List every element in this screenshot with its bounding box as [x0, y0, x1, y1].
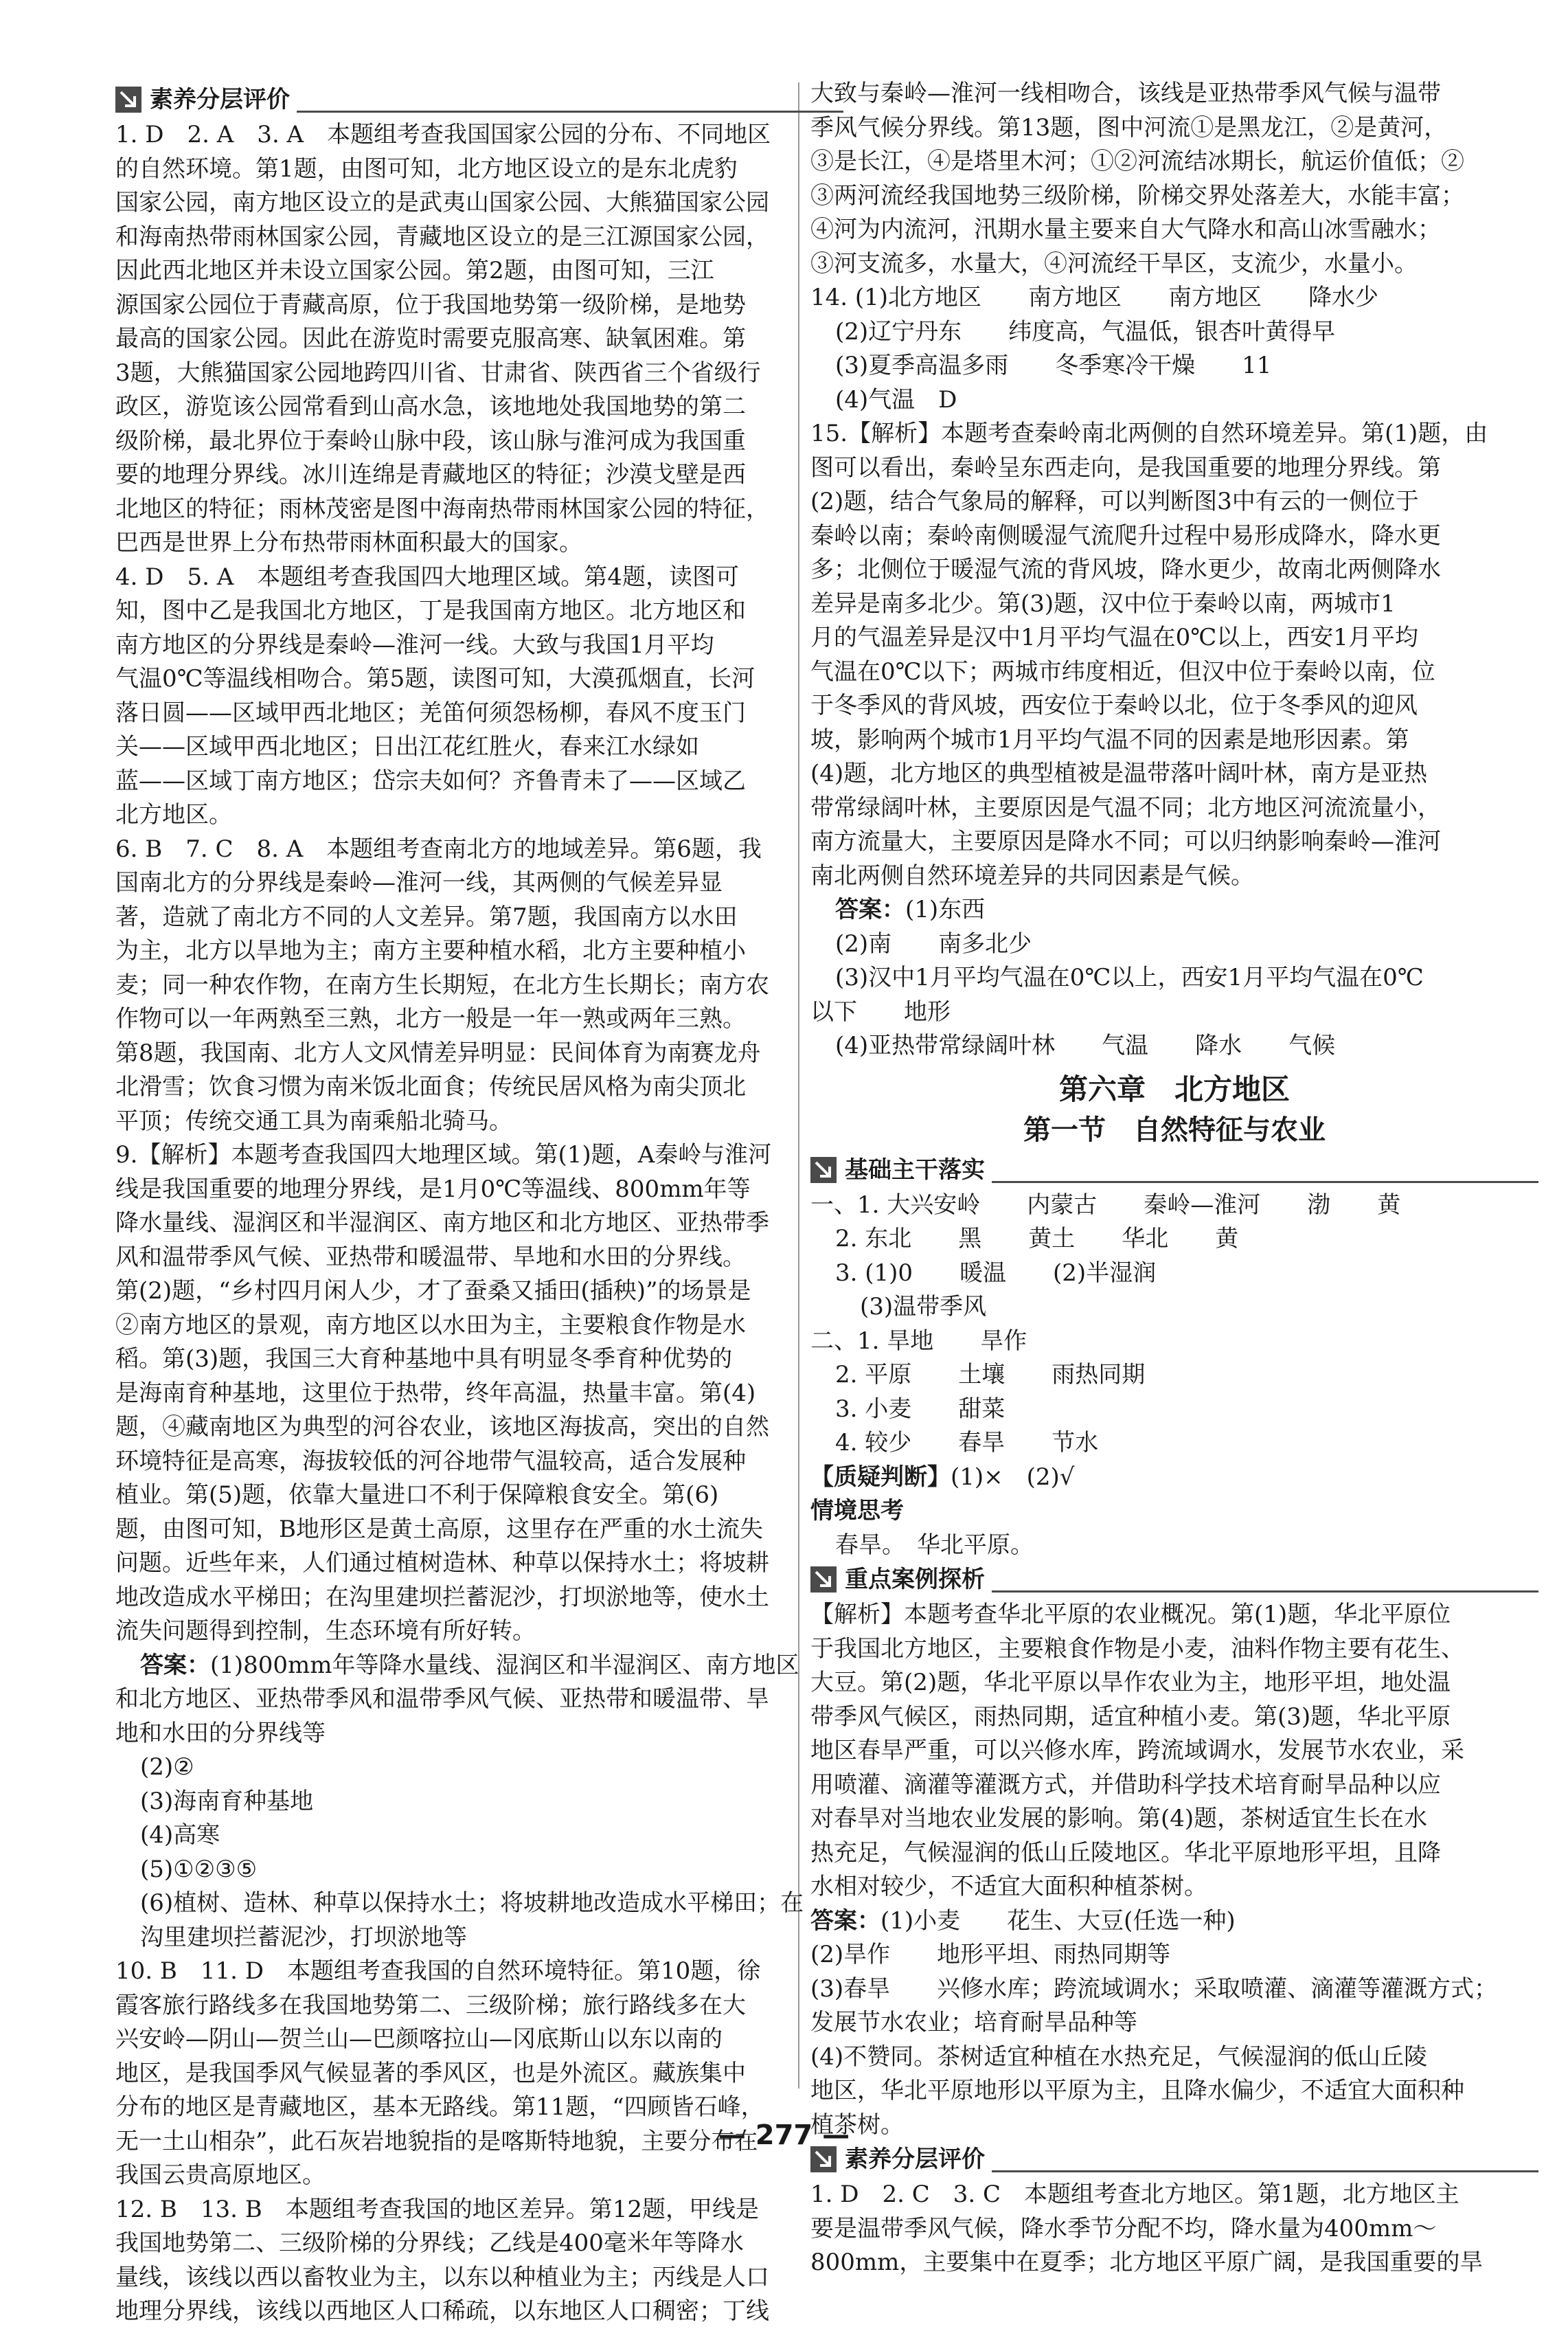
text-line: 和海南热带雨林国家公园，青藏地区设立的是三江源国家公园， [115, 223, 769, 251]
text-line: ②南方地区的景观，南方地区以水田为主，主要粮食作物是水 [115, 1311, 746, 1339]
text-line: (2)南 南多北少 [835, 930, 1032, 958]
text-line: 降水量线、湿润区和半湿润区、南方地区和北方地区、亚热带季 [115, 1209, 769, 1237]
text-line: 1. D 2. A 3. A 本题组考查我国国家公园的分布、不同地区 [115, 121, 771, 148]
text-line: 以下 地形 [810, 998, 951, 1026]
text-line: 800mm，主要集中在夏季；北方地区平原广阔，是我国重要的旱 [810, 2249, 1484, 2276]
text-line: 风和温带季风气候、亚热带和暖温带、旱地和水田的分界线。 [115, 1243, 746, 1271]
text-line: 第8题，我国南、北方人文风情差异明显：民间体育为南赛龙舟 [115, 1039, 761, 1067]
text-line: 对春旱对当地农业发展的影响。第(4)题，茶树适宜生长在水 [810, 1805, 1428, 1832]
text-line: (3)温带季风 [860, 1293, 987, 1320]
chapter-title: 第六章 北方地区 [1058, 1072, 1290, 1106]
page-number: — 277 — [718, 2119, 850, 2151]
text-line: 4. D 5. A 本题组考查我国四大地理区域。第4题，读图可 [115, 563, 739, 591]
text-line: 2. 平原 土壤 雨热同期 [835, 1361, 1146, 1388]
text-line: 我国云贵高原地区。 [115, 2161, 326, 2189]
text-line: 知，图中乙是我国北方地区，丁是我国南方地区。北方地区和 [115, 597, 746, 625]
text-line: 南方流量大，主要原因是降水不同；可以归纳影响秦岭—淮河 [810, 828, 1441, 855]
text-line: 蓝——区域丁南方地区；岱宗夫如何？齐鲁青未了——区域乙 [115, 767, 746, 795]
judge-label: 【质疑判断】 [810, 1463, 951, 1491]
text-line: 4. 较少 春旱 节水 [835, 1429, 1099, 1456]
text-line: 关——区域甲西北地区；日出江花红胜火，春来江水绿如 [115, 733, 699, 761]
text-line: 因此西北地区并未设立国家公园。第2题，由图可知，三江 [115, 257, 714, 284]
question-15 [810, 417, 1538, 893]
text-line: (3)海南育种基地 [140, 1787, 314, 1815]
text-line: 发展节水农业；培育耐旱品种等 [810, 2009, 1137, 2036]
text-line: 量线，该线以西以畜牧业为主，以东以种植业为主；丙线是人口 [115, 2263, 769, 2291]
text-line: (4)亚热带常绿阔叶林 气温 降水 气候 [835, 1032, 1336, 1059]
text-line: (2)旱作 地形平坦、雨热同期等 [810, 1941, 1171, 1968]
text-line: 植茶树。 [810, 2111, 904, 2139]
text-line: 我国地势第二、三级阶梯的分界线；乙线是400毫米年等降水 [115, 2229, 744, 2257]
section-header-basic [810, 1154, 1538, 1186]
section-rule [992, 2170, 1538, 2172]
left-column [115, 82, 843, 2329]
section-rule [992, 1590, 1538, 1593]
text-line: (4)题，北方地区的典型植被是温带落叶阔叶林，南方是亚热 [810, 760, 1428, 787]
text-line: 北方地区。 [115, 801, 232, 829]
text-line: 要是温带季风气候，降水季节分配不均，降水量为400mm～ [810, 2214, 1437, 2242]
text-line: 题，由图可知，B地形区是黄土高原，这里存在严重的水土流失 [115, 1515, 763, 1543]
text-line: 地理分界线，该线以西地区人口稀疏，以东地区人口稠密；丁线 [115, 2297, 769, 2325]
text-line: (1)800mm年等降水量线、湿润区和半湿润区、南方地区 [210, 1651, 799, 1679]
answer-9 [115, 1649, 843, 1683]
text-line: 著，造就了南北方不同的人文差异。第7题，我国南方以水田 [115, 903, 738, 931]
section-title: 素养分层评价 [150, 86, 290, 113]
question-14 [810, 281, 1538, 417]
text-line: 线是我国重要的地理分界线，是1月0℃等温线、800mm年等 [115, 1175, 751, 1203]
answer-15 [810, 893, 1538, 927]
text-line: 稻。第(3)题，我国三大育种基地中具有明显冬季育种优势的 [115, 1345, 733, 1373]
section-title: 素养分层评价 [845, 2146, 985, 2173]
text-line: 流失问题得到控制，生态环境有所好转。 [115, 1617, 536, 1645]
text-line: 题，④藏南地区为典型的河谷农业，该地区海拔高，突出的自然 [115, 1413, 769, 1441]
text-line: 气温在0℃以下；两城市纬度相近，但汉中位于秦岭以南，位 [810, 657, 1435, 686]
text-line: 9.【解析】本题考查我国四大地理区域。第(1)题，A秦岭与淮河 [115, 1141, 772, 1169]
case-answer-items [810, 1938, 1538, 2142]
left-text-block-1 [115, 118, 843, 1649]
section-rule [297, 111, 843, 113]
answer-label: 答案： [140, 1651, 210, 1679]
right-text-block-1 [810, 77, 1538, 281]
text-line: (1)小麦 花生、大豆(任选一种) [880, 1906, 1236, 1935]
text-line: (4)不赞同。茶树适宜种植在水热充足，气候湿润的低山丘陵 [810, 2043, 1428, 2071]
text-line: 12. B 13. B 本题组考查我国的地区差异。第12题，甲线是 [115, 2195, 759, 2223]
text-line: 南方地区的分界线是秦岭—淮河一线。大致与我国1月平均 [115, 631, 714, 659]
text-line: 国南北方的分界线是秦岭—淮河一线，其两侧的气候差异显 [115, 869, 723, 897]
text-line: 南北两侧自然环境差异的共同因素是气候。 [810, 862, 1254, 890]
text-line: 要的地理分界线。冰川连绵是青藏地区的特征；沙漠戈壁是西 [115, 461, 746, 488]
text-line: 热充足，气候湿润的低山丘陵地区。华北平原地形平坦，且降 [810, 1838, 1441, 1867]
text-line: 麦；同一种农作物，在南方生长期短，在北方生长期长；南方农 [115, 971, 769, 999]
text-line: 第(2)题，“乡村四月闲人少，才了蚕桑又插田(插秧)”的场景是 [115, 1277, 751, 1305]
text-line: (2)辽宁丹东 纬度高，气温低，银杏叶黄得早 [835, 317, 1336, 346]
text-line: ③是长江，④是塔里木河；①②河流结冰期长，航运价值低；② [810, 148, 1464, 175]
text-line: 级阶梯，最北界位于秦岭山脉中段，该山脉与淮河成为我国重 [115, 427, 746, 455]
text-line: 巴西是世界上分布热带雨林面积最大的国家。 [115, 529, 582, 556]
text-line: 【解析】本题考查华北平原的农业概况。第(1)题，华北平原位 [810, 1601, 1451, 1628]
answer-15-items [810, 927, 1538, 1064]
text-line: 地区春旱严重，可以兴修水库，跨流域调水，发展节水农业，采 [810, 1737, 1464, 1764]
text-line: 6. B 7. C 8. A 本题组考查南北方的地域差异。第6题，我 [115, 835, 762, 863]
text-line: 1. D 2. C 3. C 本题组考查北方地区。第1题，北方地区主 [810, 2181, 1459, 2208]
text-line: 带常绿阔叶林，主要原因是气温不同；北方地区河流流量小， [810, 794, 1441, 822]
text-line: 秦岭以南；秦岭南侧暖湿气流爬升过程中易形成降水，降水更 [810, 521, 1441, 550]
text-line: 气温0℃等温线相吻合。第5题，读图可知，大漠孤烟直，长河 [115, 665, 755, 693]
text-line: 2. 东北 黑 黄土 华北 黄 [835, 1225, 1239, 1252]
text-line: 植业。第(5)题，依靠大量进口不利于保障粮食安全。第(6) [115, 1481, 719, 1509]
answer-label: 答案： [810, 1906, 880, 1935]
section-title: 重点案例探析 [845, 1566, 985, 1593]
text-line: 的自然环境。第1题，由图可知，北方地区设立的是东北虎豹 [115, 155, 738, 183]
text-line: 是海南育种基地，这里位于热带，终年高温，热量丰富。第(4) [115, 1379, 756, 1407]
text-line: (2)题，结合气象局的解释，可以判断图3中有云的一侧位于 [810, 488, 1419, 515]
text-line: 北地区的特征；雨林茂密是图中海南热带雨林国家公园的特征， [115, 495, 769, 523]
text-line: 大豆。第(2)题，华北平原以旱作农业为主，地形平坦，地处温 [810, 1669, 1451, 1696]
text-line: (4)高寒 [140, 1821, 220, 1849]
text-line: 地改造成水平梯田；在沟里建坝拦蓄泥沙，打坝淤地等，使水土 [115, 1583, 769, 1611]
scene-label: 情境思考 [810, 1497, 904, 1524]
case-analysis [810, 1598, 1538, 1904]
text-line: 多；北侧位于暖湿气流的背风坡，降水更少，故南北两侧降水 [810, 556, 1441, 583]
right-column [810, 77, 1538, 2280]
text-line: 大致与秦岭—淮河一线相吻合，该线是亚热带季风气候与温带 [810, 80, 1441, 107]
text-line: 月的气温差异是汉中1月平均气温在0℃以上，西安1月平均 [810, 624, 1418, 651]
text-line: 一、1. 大兴安岭 内蒙古 秦岭—淮河 渤 黄 [810, 1191, 1401, 1219]
text-line: 最高的国家公园。因此在游览时需要克服高寒、缺氧困难。第 [115, 325, 746, 352]
text-line: 作物可以一年两熟至三熟，北方一般是一年一熟或两年三熟。 [115, 1005, 746, 1033]
text-line: 霞客旅行路线多在我国地势第二、三级阶梯；旅行路线多在大 [115, 1991, 746, 2019]
evaluation-text [810, 2178, 1538, 2280]
text-line: 二、1. 旱地 旱作 [810, 1327, 1027, 1355]
answer-label: 答案： [835, 896, 905, 923]
text-line: ③河支流多，水量大，④河流经干旱区，支流少，水量小。 [810, 249, 1418, 278]
text-line: (3)夏季高温多雨 冬季寒冷干燥 11 [835, 352, 1272, 379]
case-answer [810, 1904, 1538, 1939]
text-line: 地和水田的分界线等 [115, 1719, 326, 1747]
text-line: 北滑雪；饮食习惯为南米饭北面食；传统民居风格为南尖顶北 [115, 1073, 746, 1101]
section-title: 基础主干落实 [845, 1156, 985, 1184]
text-line: 图可以看出，秦岭呈东西走向，是我国重要的地理分界线。第 [810, 453, 1441, 482]
text-line: 国家公园，南方地区设立的是武夷山国家公园、大熊猫国家公园 [115, 189, 769, 216]
text-line: 地区，是我国季风气候显著的季风区，也是外流区。藏族集中 [115, 2059, 746, 2087]
section-heading: 第一节 自然特征与农业 [1023, 1114, 1326, 1146]
text-line: 为主，北方以旱地为主；南方主要种植水稻，北方主要种植小 [115, 937, 746, 965]
text-line: 带季风气候区，雨热同期，适宜种植小麦。第(3)题，华北平原 [810, 1702, 1451, 1731]
judge-value: (1)× (2)√ [951, 1463, 1075, 1491]
text-line: 14. (1)北方地区 南方地区 南方地区 降水少 [810, 284, 1379, 311]
answer-9-items [115, 1751, 843, 1955]
text-line: 沟里建坝拦蓄泥沙，打坝淤地等 [140, 1923, 467, 1951]
text-line: 季风气候分界线。第13题，图中河流①是黑龙江，②是黄河， [810, 113, 1448, 142]
text-line: (4)气温 D [835, 385, 957, 414]
text-line: 政区，游览该公园常看到山高水急，该地地处我国地势的第二 [115, 393, 746, 420]
text-line: 源国家公园位于青藏高原，位于我国地势第一级阶梯，是地势 [115, 291, 746, 319]
text-line: 于我国北方地区，主要粮食作物是小麦，油料作物主要有花生、 [810, 1634, 1464, 1663]
text-line: 10. B 11. D 本题组考查我国的自然环境特征。第10题，徐 [115, 1957, 761, 1985]
section-header-evaluation [115, 84, 843, 115]
text-line: 环境特征是高寒，海拔较低的河谷地带气温较高，适合发展种 [115, 1447, 746, 1475]
arrow-icon [810, 1566, 837, 1593]
judge-line [810, 1461, 1538, 1495]
section-rule [992, 1181, 1538, 1183]
text-line: ④河为内流河，汛期水量主要来自大气降水和高山冰雪融水； [810, 216, 1441, 243]
text-line: 差异是南多北少。第(3)题，汉中位于秦岭以南，两城市1 [810, 589, 1396, 618]
text-line: 无一土山相杂”，此石灰岩地貌指的是喀斯特地貌，主要分布在 [115, 2127, 758, 2155]
text-line: 3题，大熊猫国家公园地跨四川省、甘肃省、陕西省三个省级行 [115, 359, 761, 387]
basic-answers [810, 1189, 1538, 1461]
text-line: 15.【解析】本题考查秦岭南北两侧的自然环境差异。第(1)题，由 [810, 420, 1488, 447]
text-line: 分布的地区是青藏地区，基本无路线。第11题，“四顾皆石峰， [115, 2093, 764, 2121]
text-line: 地区，华北平原地形以平原为主，且降水偏少，不适宜大面积种 [810, 2077, 1464, 2104]
text-line: (5)①②③⑤ [140, 1855, 258, 1883]
scene-value: 春旱。 华北平原。 [835, 1531, 1034, 1559]
text-line: 3. (1)0 暖温 (2)半湿润 [835, 1259, 1157, 1287]
text-line: (2)② [140, 1753, 194, 1781]
text-line: 用喷灌、滴灌等灌溉方式，并借助科学技术培育耐旱品种以应 [810, 1770, 1441, 1799]
arrow-icon [115, 87, 141, 113]
text-line: 兴安岭—阴山—贺兰山—巴颜喀拉山—冈底斯山以东以南的 [115, 2025, 723, 2053]
text-line: 平顶；传统交通工具为南乘船北骑马。 [115, 1107, 512, 1135]
text-line: 问题。近些年来，人们通过植树造林、种草以保持水土；将坡耕 [115, 1549, 769, 1577]
text-line: (6)植树、造林、种草以保持水土；将坡耕地改造成水平梯田；在 [140, 1889, 804, 1917]
text-line: 和北方地区、亚热带季风和温带季风气候、亚热带和暖温带、旱 [115, 1685, 769, 1713]
text-line: 水相对较少，不适宜大面积种植茶树。 [810, 1873, 1207, 1900]
text-line: ③两河流经我国地势三级阶梯，阶梯交界处落差大，水能丰富； [810, 181, 1464, 210]
text-line: (3)春旱 兴修水库；跨流域调水；采取喷灌、滴灌等灌溉方式； [810, 1974, 1498, 2003]
text-line: 于冬季风的背风坡，西安位于秦岭以北，位于冬季风的迎风 [810, 692, 1418, 719]
section-header-case [810, 1564, 1538, 1595]
text-line: 3. 小麦 甜菜 [835, 1395, 1005, 1423]
text-line: (1)东西 [905, 896, 986, 923]
text-line: 坡，影响两个城市1月平均气温不同的因素是地形因素。第 [810, 725, 1409, 754]
text-line: 落日圆——区域甲西北地区；羌笛何须怨杨柳，春风不度玉门 [115, 699, 746, 727]
text-line: (3)汉中1月平均气温在0℃以上，西安1月平均气温在0℃ [835, 964, 1424, 991]
arrow-icon [810, 1157, 837, 1183]
